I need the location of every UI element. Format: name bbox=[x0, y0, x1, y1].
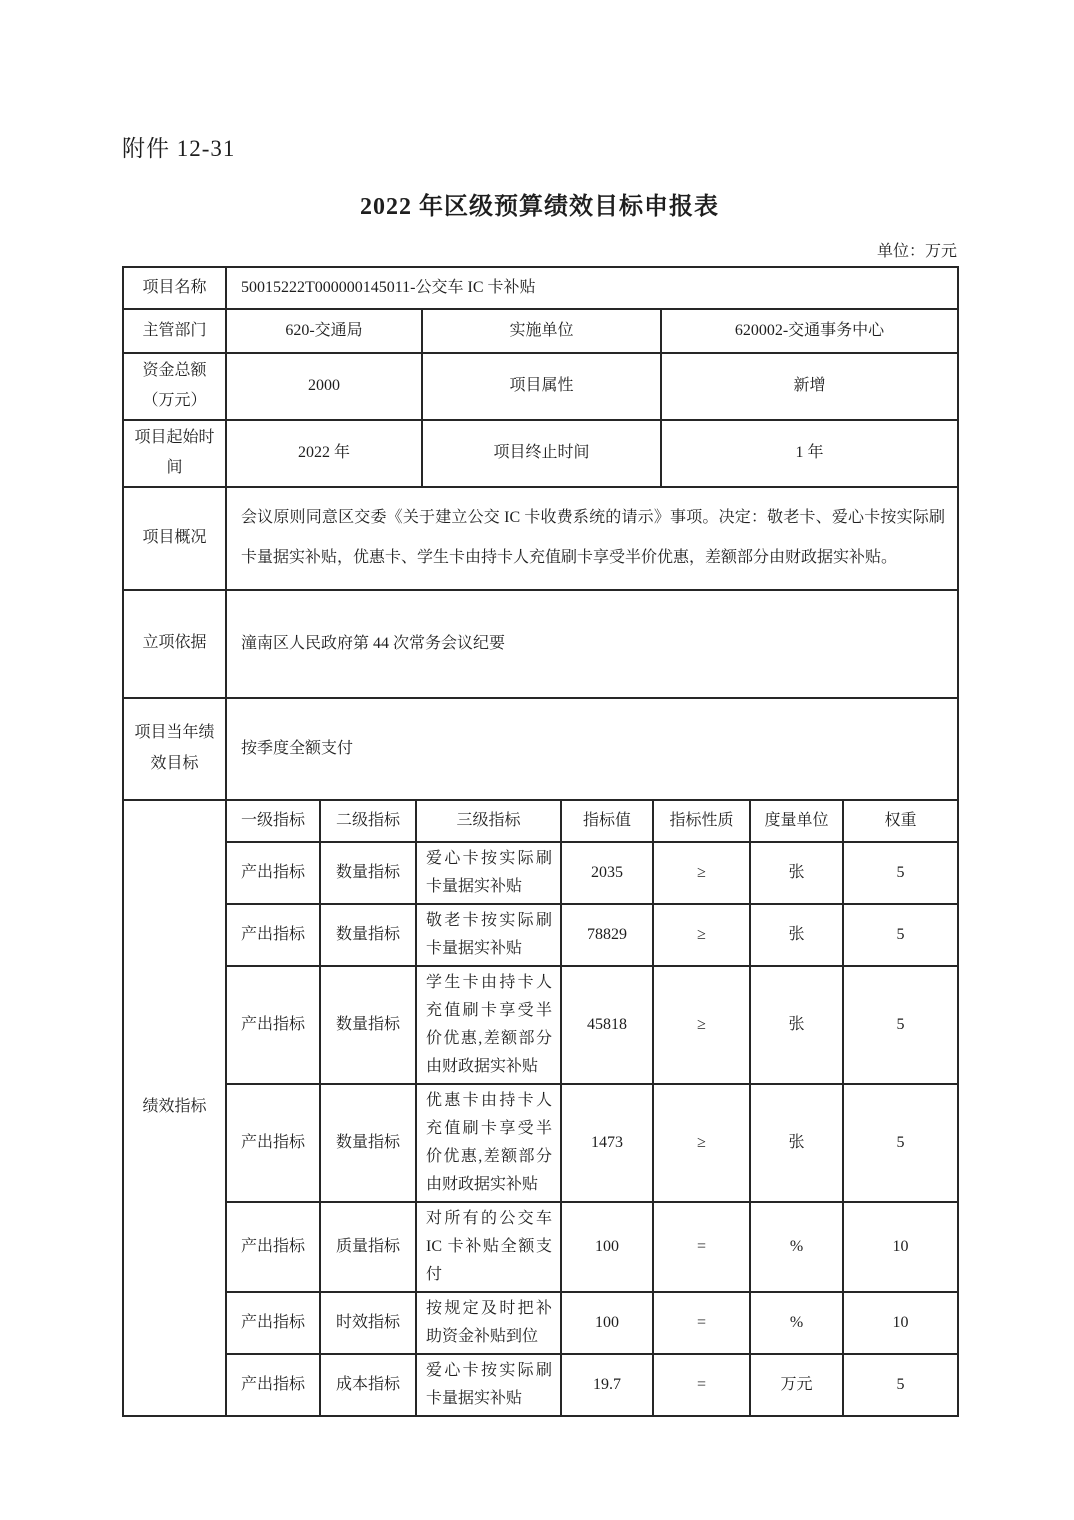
unit-note: 单位：万元 bbox=[876, 243, 957, 260]
indicator-weight: 5 bbox=[843, 842, 958, 904]
end-time-label: 项目终止时间 bbox=[422, 420, 661, 487]
indicator-row bbox=[123, 904, 958, 966]
indicator-nature: = bbox=[653, 1292, 750, 1354]
overview-label: 项目概况 bbox=[123, 487, 226, 590]
header-weight: 权重 bbox=[843, 800, 958, 842]
indicator-unit: 张 bbox=[750, 904, 843, 966]
table-row bbox=[123, 487, 958, 590]
header-unit: 度量单位 bbox=[750, 800, 843, 842]
overview-value: 会议原则同意区交委《关于建立公交 IC 卡收费系统的请示》事项。决定：敬老卡、爱心卡按实际刷卡量据实补贴，优惠卡、学生卡由持卡人充值刷卡享受半价优惠，差额部分由财政据实补贴。 bbox=[226, 487, 958, 590]
indicator-level3: 对所有的公交车 IC 卡补贴全额支付 bbox=[416, 1202, 561, 1292]
indicator-unit: 张 bbox=[750, 842, 843, 904]
indicator-value: 2035 bbox=[561, 842, 653, 904]
impl-unit-value: 620002-交通事务中心 bbox=[661, 309, 958, 353]
indicator-level1: 产出指标 bbox=[226, 1354, 320, 1416]
indicator-nature: = bbox=[653, 1202, 750, 1292]
indicator-level2: 成本指标 bbox=[320, 1354, 416, 1416]
indicator-nature: ≥ bbox=[653, 842, 750, 904]
project-attr-label: 项目属性 bbox=[422, 353, 661, 420]
annual-goal-value: 按季度全额支付 bbox=[226, 698, 958, 800]
indicator-level3: 学生卡由持卡人充值刷卡享受半价优惠,差额部分由财政据实补贴 bbox=[416, 966, 561, 1084]
project-attr-value: 新增 bbox=[661, 353, 958, 420]
indicator-row bbox=[123, 1084, 958, 1202]
table-row bbox=[123, 698, 958, 800]
indicator-row bbox=[123, 1354, 958, 1416]
table-row bbox=[123, 267, 958, 309]
indicator-value: 45818 bbox=[561, 966, 653, 1084]
project-name-label: 项目名称 bbox=[123, 267, 226, 309]
indicator-weight: 5 bbox=[843, 1354, 958, 1416]
indicator-row bbox=[123, 966, 958, 1084]
fund-total-label: 资金总额（万元） bbox=[123, 353, 226, 420]
header-value: 指标值 bbox=[561, 800, 653, 842]
indicator-row bbox=[123, 1202, 958, 1292]
indicator-weight: 5 bbox=[843, 904, 958, 966]
header-level3: 三级指标 bbox=[416, 800, 561, 842]
indicator-unit: % bbox=[750, 1292, 843, 1354]
indicator-value: 78829 bbox=[561, 904, 653, 966]
fund-total-value: 2000 bbox=[226, 353, 422, 420]
basis-label: 立项依据 bbox=[123, 590, 226, 698]
indicator-level1: 产出指标 bbox=[226, 966, 320, 1084]
header-nature: 指标性质 bbox=[653, 800, 750, 842]
indicator-level2: 时效指标 bbox=[320, 1292, 416, 1354]
page-title: 2022 年区级预算绩效目标申报表 bbox=[360, 194, 719, 220]
indicator-weight: 10 bbox=[843, 1202, 958, 1292]
indicator-level2: 质量指标 bbox=[320, 1202, 416, 1292]
indicator-unit: 张 bbox=[750, 1084, 843, 1202]
indicator-level1: 产出指标 bbox=[226, 1292, 320, 1354]
start-time-value: 2022 年 bbox=[226, 420, 422, 487]
impl-unit-label: 实施单位 bbox=[422, 309, 661, 353]
indicator-weight: 5 bbox=[843, 1084, 958, 1202]
indicator-unit: 张 bbox=[750, 966, 843, 1084]
indicator-weight: 10 bbox=[843, 1292, 958, 1354]
indicator-level1: 产出指标 bbox=[226, 904, 320, 966]
indicator-value: 100 bbox=[561, 1292, 653, 1354]
indicator-value: 1473 bbox=[561, 1084, 653, 1202]
indicator-row bbox=[123, 842, 958, 904]
indicator-level2: 数量指标 bbox=[320, 966, 416, 1084]
indicator-section-label: 绩效指标 bbox=[123, 800, 226, 1416]
indicator-level1: 产出指标 bbox=[226, 1202, 320, 1292]
dept-label: 主管部门 bbox=[123, 309, 226, 353]
indicator-header-row bbox=[123, 800, 958, 842]
table-row bbox=[123, 420, 958, 487]
indicator-nature: ≥ bbox=[653, 966, 750, 1084]
indicator-unit: 万元 bbox=[750, 1354, 843, 1416]
dept-value: 620-交通局 bbox=[226, 309, 422, 353]
indicator-nature: ≥ bbox=[653, 1084, 750, 1202]
indicator-level2: 数量指标 bbox=[320, 842, 416, 904]
indicator-level1: 产出指标 bbox=[226, 842, 320, 904]
annual-goal-label: 项目当年绩效目标 bbox=[123, 698, 226, 800]
table-row bbox=[123, 590, 958, 698]
indicator-level2: 数量指标 bbox=[320, 904, 416, 966]
indicator-nature: ≥ bbox=[653, 904, 750, 966]
declaration-form bbox=[122, 266, 957, 1417]
indicator-level2: 数量指标 bbox=[320, 1084, 416, 1202]
indicator-level1: 产出指标 bbox=[226, 1084, 320, 1202]
indicator-value: 19.7 bbox=[561, 1354, 653, 1416]
indicator-nature: = bbox=[653, 1354, 750, 1416]
indicator-value: 100 bbox=[561, 1202, 653, 1292]
indicator-level3: 按规定及时把补助资金补贴到位 bbox=[416, 1292, 561, 1354]
project-info-table bbox=[122, 266, 959, 801]
indicator-level3: 爱心卡按实际刷卡量据实补贴 bbox=[416, 842, 561, 904]
end-time-value: 1 年 bbox=[661, 420, 958, 487]
attachment-number: 附件 12-31 bbox=[122, 136, 236, 161]
header-level2: 二级指标 bbox=[320, 800, 416, 842]
indicator-row bbox=[123, 1292, 958, 1354]
table-row bbox=[123, 309, 958, 353]
indicator-weight: 5 bbox=[843, 966, 958, 1084]
performance-indicator-table bbox=[122, 799, 959, 1417]
indicator-level3: 敬老卡按实际刷卡量据实补贴 bbox=[416, 904, 561, 966]
indicator-level3: 优惠卡由持卡人充值刷卡享受半价优惠,差额部分由财政据实补贴 bbox=[416, 1084, 561, 1202]
basis-value: 潼南区人民政府第 44 次常务会议纪要 bbox=[226, 590, 958, 698]
start-time-label: 项目起始时间 bbox=[123, 420, 226, 487]
project-name-value: 50015222T000000145011-公交车 IC 卡补贴 bbox=[226, 267, 958, 309]
table-row bbox=[123, 353, 958, 420]
indicator-unit: % bbox=[750, 1202, 843, 1292]
indicator-level3: 爱心卡按实际刷卡量据实补贴 bbox=[416, 1354, 561, 1416]
header-level1: 一级指标 bbox=[226, 800, 320, 842]
